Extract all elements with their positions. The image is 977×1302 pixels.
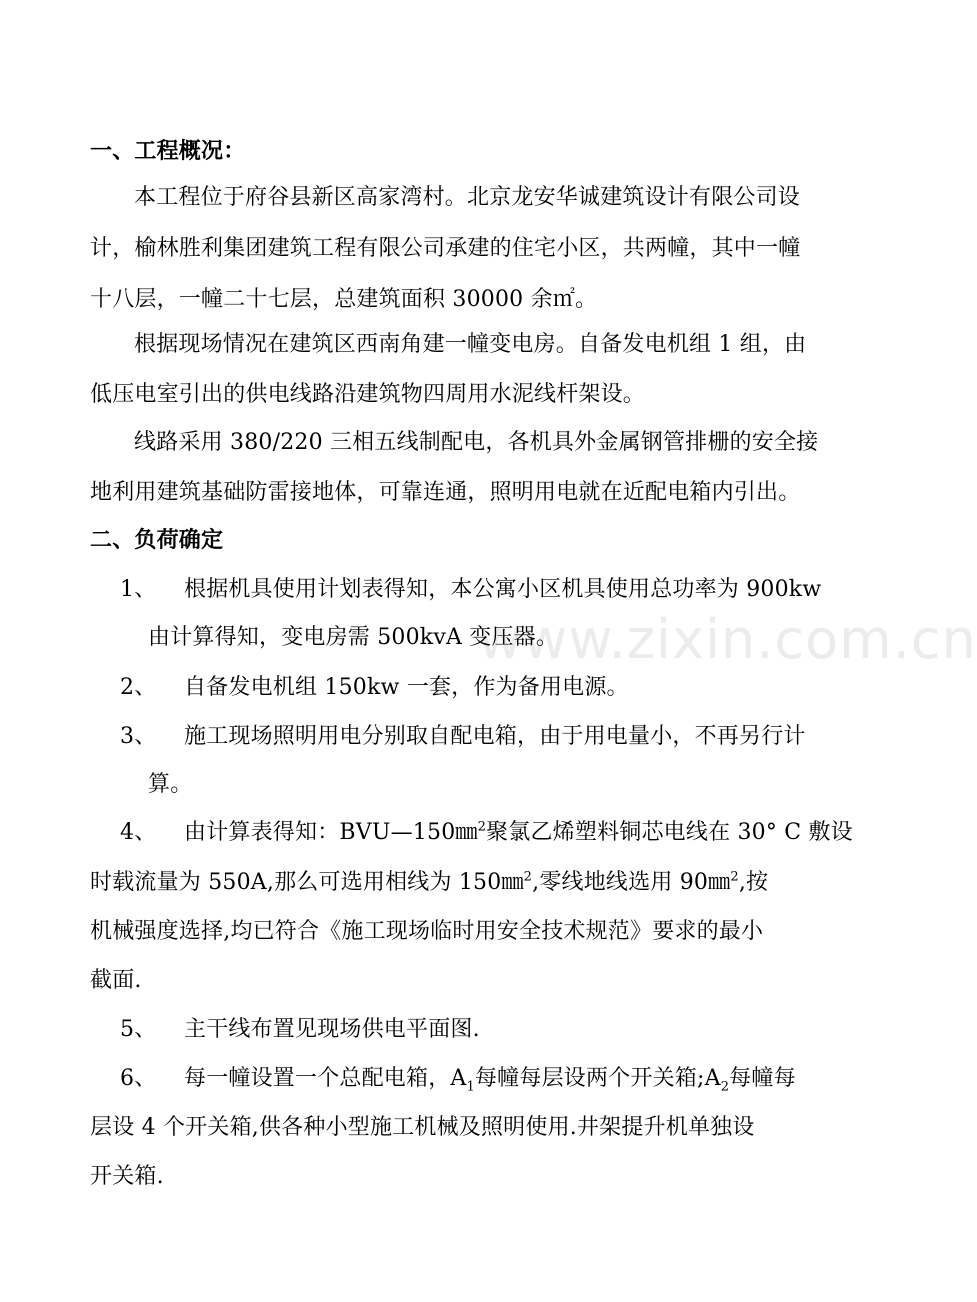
list-number: 3、 bbox=[120, 724, 157, 749]
list-item-1-cont: 由计算得知，变电房需 500kvA 变压器。 bbox=[148, 625, 559, 650]
list-text: 主干线布置见现场供电平面图. bbox=[184, 1017, 480, 1042]
list-item-3 bbox=[120, 722, 806, 752]
list-item-5 bbox=[120, 1015, 480, 1045]
list-item-3-cont: 算。 bbox=[148, 772, 193, 797]
list-item-4 bbox=[120, 818, 853, 848]
list-item-6-cont: 开关箱. bbox=[90, 1164, 164, 1189]
list-text: 每幢每 bbox=[729, 1066, 796, 1091]
section-heading-1: 一、工程概况： bbox=[90, 139, 246, 164]
list-text: 自备发电机组 150kw 一套，作为备用电源。 bbox=[184, 675, 629, 700]
superscript: 2 bbox=[477, 819, 487, 835]
list-item-4-cont: 截面. bbox=[90, 968, 142, 993]
paragraph-line: 根据现场情况在建筑区西南角建一幢变电房。自备发电机组 1 组，由 bbox=[134, 332, 807, 357]
list-text: 根据机具使用计划表得知，本公寓小区机具使用总功率为 900kw bbox=[184, 577, 822, 602]
list-number: 6、 bbox=[120, 1066, 157, 1091]
list-text: ,按 bbox=[738, 870, 769, 895]
subscript: 2 bbox=[720, 1079, 730, 1095]
paragraph-line: 低压电室引出的供电线路沿建筑物四周用水泥线杆架设。 bbox=[90, 382, 646, 407]
list-item-6 bbox=[120, 1064, 796, 1094]
list-text: 每一幢设置一个总配电箱，A bbox=[184, 1066, 467, 1091]
list-number: 1、 bbox=[120, 577, 157, 602]
paragraph-line: 线路采用 380/220 三相五线制配电，各机具外金属钢管排栅的安全接 bbox=[134, 430, 819, 455]
watermark: www.zixin.com.cn bbox=[478, 608, 977, 671]
list-text: 施工现场照明用电分别取自配电箱，由于用电量小，不再另行计 bbox=[184, 724, 806, 749]
paragraph-line: 本工程位于府谷县新区高家湾村。北京龙安华诚建筑设计有限公司设 bbox=[134, 185, 801, 210]
subscript: 1 bbox=[466, 1079, 475, 1095]
list-item-2 bbox=[120, 673, 629, 703]
list-text: 聚氯乙烯塑料铜芯电线在 30° C 敷设 bbox=[486, 820, 853, 845]
superscript: 2 bbox=[730, 869, 739, 885]
list-item-6-cont: 层设 4 个开关箱,供各种小型施工机械及照明使用.井架提升机单独设 bbox=[90, 1115, 755, 1140]
list-text: ,零线地线选用 90㎜ bbox=[532, 870, 731, 895]
paragraph-line: 十八层，一幢二十七层，总建筑面积 30000 余㎡。 bbox=[90, 287, 598, 312]
list-item-1 bbox=[120, 575, 821, 605]
list-text: 每幢每层设两个开关箱;A bbox=[474, 1066, 721, 1091]
paragraph-line: 计，榆林胜利集团建筑工程有限公司承建的住宅小区，共两幢，其中一幢 bbox=[90, 236, 801, 261]
list-number: 4、 bbox=[120, 820, 157, 845]
list-number: 5、 bbox=[120, 1017, 157, 1042]
superscript: 2 bbox=[523, 869, 533, 885]
section-heading-2: 二、负荷确定 bbox=[90, 528, 224, 553]
list-item-4-cont: 机械强度选择,均已符合《施工现场临时用安全技术规范》要求的最小 bbox=[90, 919, 764, 944]
list-item-4-cont bbox=[90, 868, 768, 898]
list-number: 2、 bbox=[120, 675, 157, 700]
list-text: 由计算表得知：BVU—150㎜ bbox=[184, 820, 478, 845]
paragraph-line: 地利用建筑基础防雷接地体，可靠连通，照明用电就在近配电箱内引出。 bbox=[90, 480, 801, 505]
list-text: 时载流量为 550A,那么可选用相线为 150㎜ bbox=[90, 870, 524, 895]
